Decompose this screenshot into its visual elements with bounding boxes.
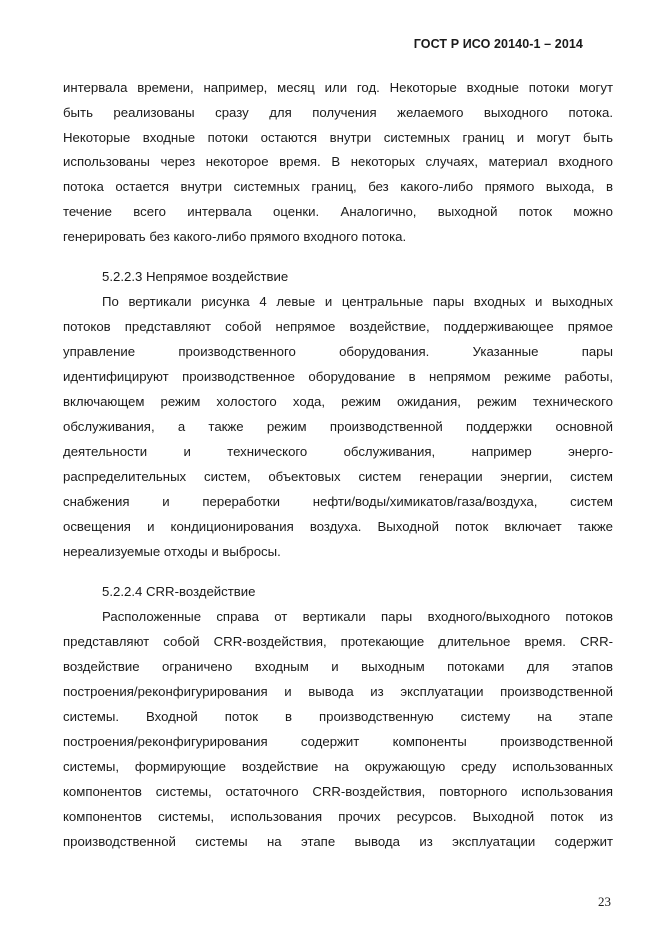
page-number: 23 [598, 894, 611, 909]
text-line: Расположенные справа от вертикали пары входного/выходного потоков [102, 609, 613, 624]
text-line: компонентов системы, остаточного CRR-воздействия, повторного использования [63, 784, 613, 799]
text-line: построения/реконфигурирования содержит компоненты производственной [63, 734, 613, 749]
text-line: управление производственного оборудования. Указанные пары [63, 344, 613, 359]
text-line: Некоторые входные потоки остаются внутри системных границ и могут быть [63, 130, 613, 145]
text-line: обслуживания, а также режим производственной поддержки основной [63, 419, 613, 434]
text-line: компонентов системы, использования прочих ресурсов. Выходной поток из [63, 809, 613, 824]
text-line: производственной системы на этапе вывода из эксплуатации содержит [63, 834, 613, 849]
text-line: течение всего интервала оценки. Аналогично, выходной поток можно [63, 204, 613, 219]
text-line: потока остается внутри системных границ, без какого-либо прямого выхода, в [63, 179, 613, 194]
text-line: системы. Входной поток в производственную систему на этапе [63, 709, 613, 724]
text-line: представляют собой CRR-воздействия, протекающие длительное время. CRR- [63, 634, 613, 649]
text-line: генерировать без какого-либо прямого входного потока. [63, 229, 407, 244]
text-line: освещения и кондиционирования воздуха. Выходной поток включает также [63, 519, 613, 534]
section-heading: 5.2.2.4 CRR-воздействие [102, 584, 256, 599]
text-line: использованы через некоторое время. В некоторых случаях, материал входного [63, 154, 613, 169]
text-line: идентифицируют производственное оборудование в непрямом режиме работы, [63, 369, 613, 384]
text-line: По вертикали рисунка 4 левые и центральные пары входных и выходных [102, 294, 613, 309]
text-line: снабжения и переработки нефти/воды/химикатов/газа/воздуха, систем [63, 494, 613, 509]
text-line: системы, формирующие воздействие на окружающую среду использованных [63, 759, 613, 774]
text-line: интервала времени, например, месяц или год. Некоторые входные потоки могут [63, 80, 613, 95]
text-line: деятельности и технического обслуживания, например энерго- [63, 444, 613, 459]
text-line: построения/реконфигурирования и вывода из эксплуатации производственной [63, 684, 613, 699]
text-line: быть реализованы сразу для получения желаемого выходного потока. [63, 105, 613, 120]
text-line: нереализуемые отходы и выбросы. [63, 544, 281, 559]
text-line: воздействие ограничено входным и выходным потоками для этапов [63, 659, 613, 674]
section-heading: 5.2.2.3 Непрямое воздействие [102, 269, 289, 284]
text-line: включающем режим холостого хода, режим ожидания, режим технического [63, 394, 613, 409]
text-line: потоков представляют собой непрямое воздействие, поддерживающее прямое [63, 319, 613, 334]
text-line: распределительных систем, объектовых систем генерации энергии, систем [63, 469, 613, 484]
document-header: ГОСТ Р ИСО 20140-1 – 2014 [413, 37, 583, 51]
